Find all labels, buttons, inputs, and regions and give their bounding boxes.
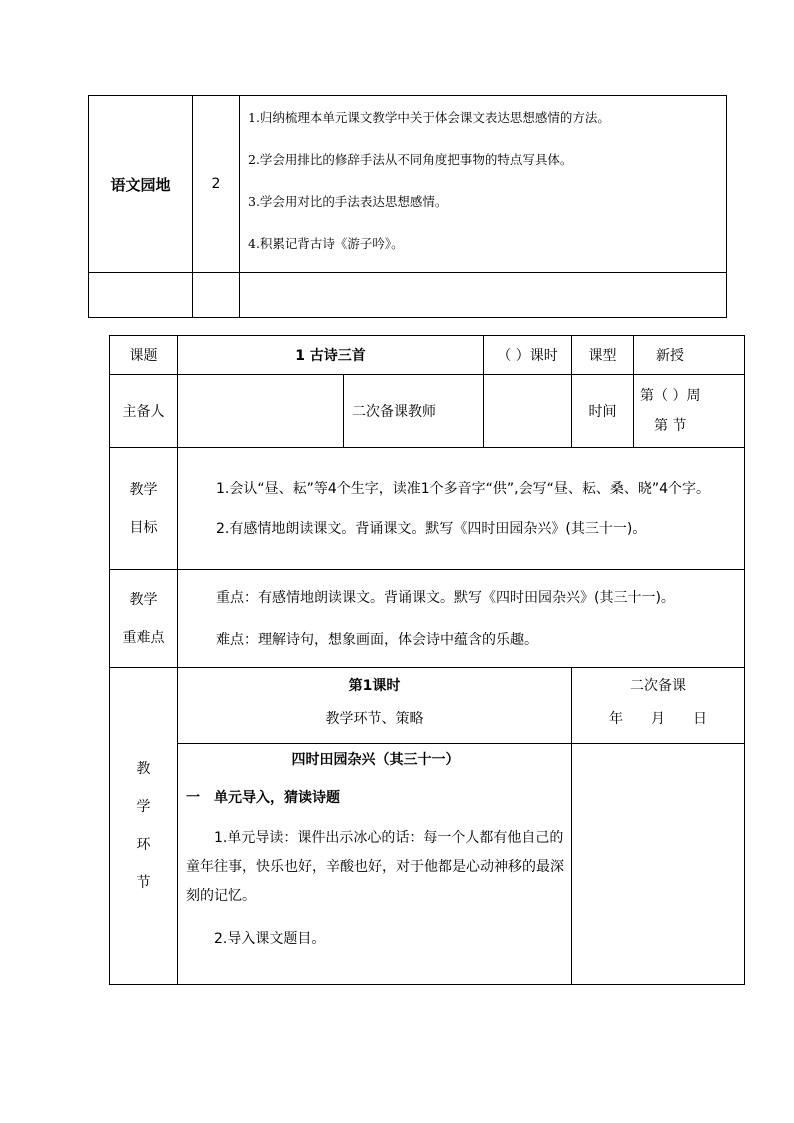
process-label-char-1: 教 [136, 761, 151, 777]
empty-cell [240, 273, 727, 318]
unit-row-empty [89, 273, 727, 318]
lesson-subtitle: 教学环节、策略 [325, 710, 424, 727]
type-label: 课型 [572, 336, 634, 375]
step-2: 2.导入课文题目。 [214, 931, 326, 947]
objectives-label [110, 448, 178, 570]
process-label-char-3: 环 [136, 837, 151, 853]
row-lesson-body [110, 744, 745, 985]
date-line: 年 月 日 [609, 710, 707, 727]
preparer-value [178, 375, 344, 448]
unit-goal-3: 3.学会用对比的手法表达思想感情。 [248, 194, 448, 209]
empty-cell [89, 273, 193, 318]
topic-label: 课题 [110, 336, 178, 375]
objective-2: 2.有感情地朗读课文。背诵课文。默写《四时田园杂兴》(其三十一)。 [216, 520, 647, 537]
unit-goal-4: 4.积累记背古诗《游子吟》。 [248, 236, 404, 251]
row-difficulty [110, 570, 745, 668]
unit-goals [240, 96, 727, 273]
second-prep-label: 二次备课 [630, 677, 686, 694]
unit-row-yuwen-yuandi [89, 96, 727, 273]
lesson-title: 第1课时 [348, 677, 401, 694]
week-field: 第（ ）周 [640, 388, 701, 404]
second-teacher-label: 二次备课教师 [344, 375, 484, 448]
objective-1: 1.会认“昼、耘”等4个生字，读准1个多音字“供”,会写“昼、耘、桑、晓”4个字。 [216, 480, 711, 497]
second-teacher-value [484, 375, 572, 448]
topic-title: 1 古诗三首 [178, 336, 484, 375]
section-heading: 一 单元导入，猜读诗题 [186, 790, 340, 806]
difficulty-content [178, 570, 745, 668]
difficulty-label-line1: 教学 [129, 591, 158, 608]
lesson-body [178, 744, 572, 985]
objectives-label-line2: 目标 [129, 519, 158, 536]
step-1: 1.单元导读：课件出示冰心的话：每一个人都有他自己的童年往事，快乐也好，辛酸也好，对于他都是心动神移的最深刻的记忆。 [186, 830, 564, 904]
key-point: 重点：有感情地朗读课文。背诵课文。默写《四时田园杂兴》(其三十一)。 [216, 589, 675, 606]
row-objectives [110, 448, 745, 570]
week-section-cell [634, 375, 745, 448]
lesson-plan-table [109, 335, 745, 985]
lesson-header [178, 668, 572, 744]
row-topic [110, 336, 745, 375]
poem-title: 四时田园杂兴（其三十一） [291, 752, 460, 768]
difficulty-label [110, 570, 178, 668]
process-label-char-4: 节 [136, 875, 151, 891]
objectives-content [178, 448, 745, 570]
unit-plan-table [88, 95, 727, 318]
unit-name: 语文园地 [89, 96, 193, 273]
difficulty-label-line2: 重难点 [122, 629, 165, 646]
difficult-point: 难点：理解诗句，想象画面，体会诗中蕴含的乐趣。 [216, 631, 538, 648]
second-prep-header [572, 668, 745, 744]
process-label-char-2: 学 [136, 799, 151, 815]
second-prep-notes [572, 744, 745, 985]
objectives-label-line1: 教学 [129, 481, 158, 498]
row-lesson-header [110, 668, 745, 744]
section-field: 第 节 [654, 418, 687, 434]
empty-cell [193, 273, 240, 318]
preparer-label: 主备人 [110, 375, 178, 448]
time-label: 时间 [572, 375, 634, 448]
unit-goal-1: 1.归纳梳理本单元课文教学中关于体会课文表达思想感情的方法。 [248, 110, 610, 125]
process-label [110, 668, 178, 985]
unit-goal-2: 2.学会用排比的修辞手法从不同角度把事物的特点写具体。 [248, 152, 573, 167]
row-preparer [110, 375, 745, 448]
type-value: 新授 [634, 336, 745, 375]
unit-hours: 2 [193, 96, 240, 273]
period-field: （ ）课时 [484, 336, 572, 375]
